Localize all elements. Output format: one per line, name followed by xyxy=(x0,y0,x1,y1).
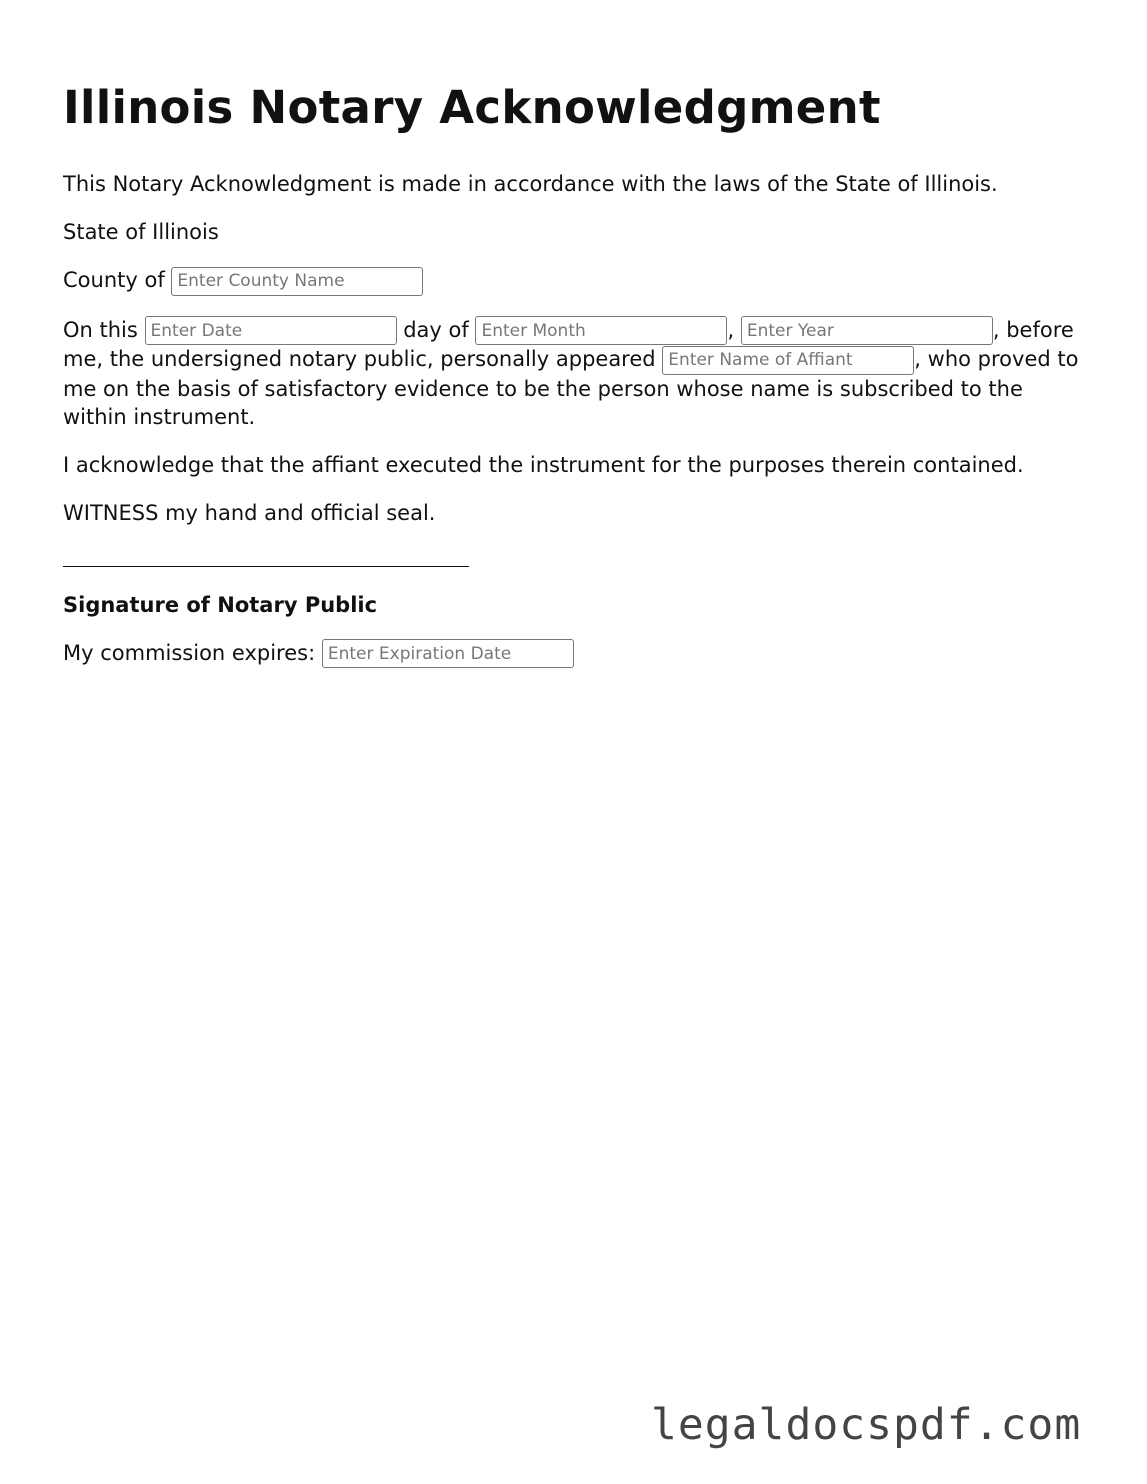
month-input[interactable] xyxy=(475,316,727,345)
state-line: State of Illinois xyxy=(63,220,219,244)
acknowledge-text: I acknowledge that the affiant executed the instrument for the purposes therein contained. xyxy=(63,452,1024,477)
signature-line xyxy=(63,565,469,567)
commission-label: My commission expires: xyxy=(63,640,316,665)
date-input[interactable] xyxy=(145,316,397,345)
county-input[interactable] xyxy=(171,267,423,296)
day-of-label: day of xyxy=(403,317,469,342)
expiration-date-input[interactable] xyxy=(322,639,574,668)
statement-closing: who proved to me on the basis of satisfactory evidence to be the person whose name is subscribed to the within instrument. xyxy=(63,347,1079,429)
county-label: County of xyxy=(63,268,165,292)
signature-label: Signature of Notary Public xyxy=(63,592,378,617)
affiant-name-input[interactable] xyxy=(662,346,914,375)
statement-paragraph xyxy=(63,316,1083,431)
comma-separator: , xyxy=(727,317,735,342)
comma-separator: , xyxy=(992,317,1000,342)
document-page xyxy=(63,80,1083,688)
watermark-text: legaldocspdf.com xyxy=(651,1400,1082,1450)
comma-separator: , xyxy=(914,347,921,371)
year-input[interactable] xyxy=(741,316,993,345)
commission-line xyxy=(63,639,1083,669)
appeared-text: before me, the undersigned notary public, personally appeared xyxy=(63,317,1074,371)
witness-text: WITNESS my hand and official seal. xyxy=(63,500,436,525)
statement-prefix: On this xyxy=(63,317,138,342)
intro-text: This Notary Acknowledgment is made in accordance with the laws of the State of Illinois. xyxy=(63,172,998,196)
page-title: Illinois Notary Acknowledgment xyxy=(63,81,881,134)
county-line xyxy=(63,266,1083,296)
